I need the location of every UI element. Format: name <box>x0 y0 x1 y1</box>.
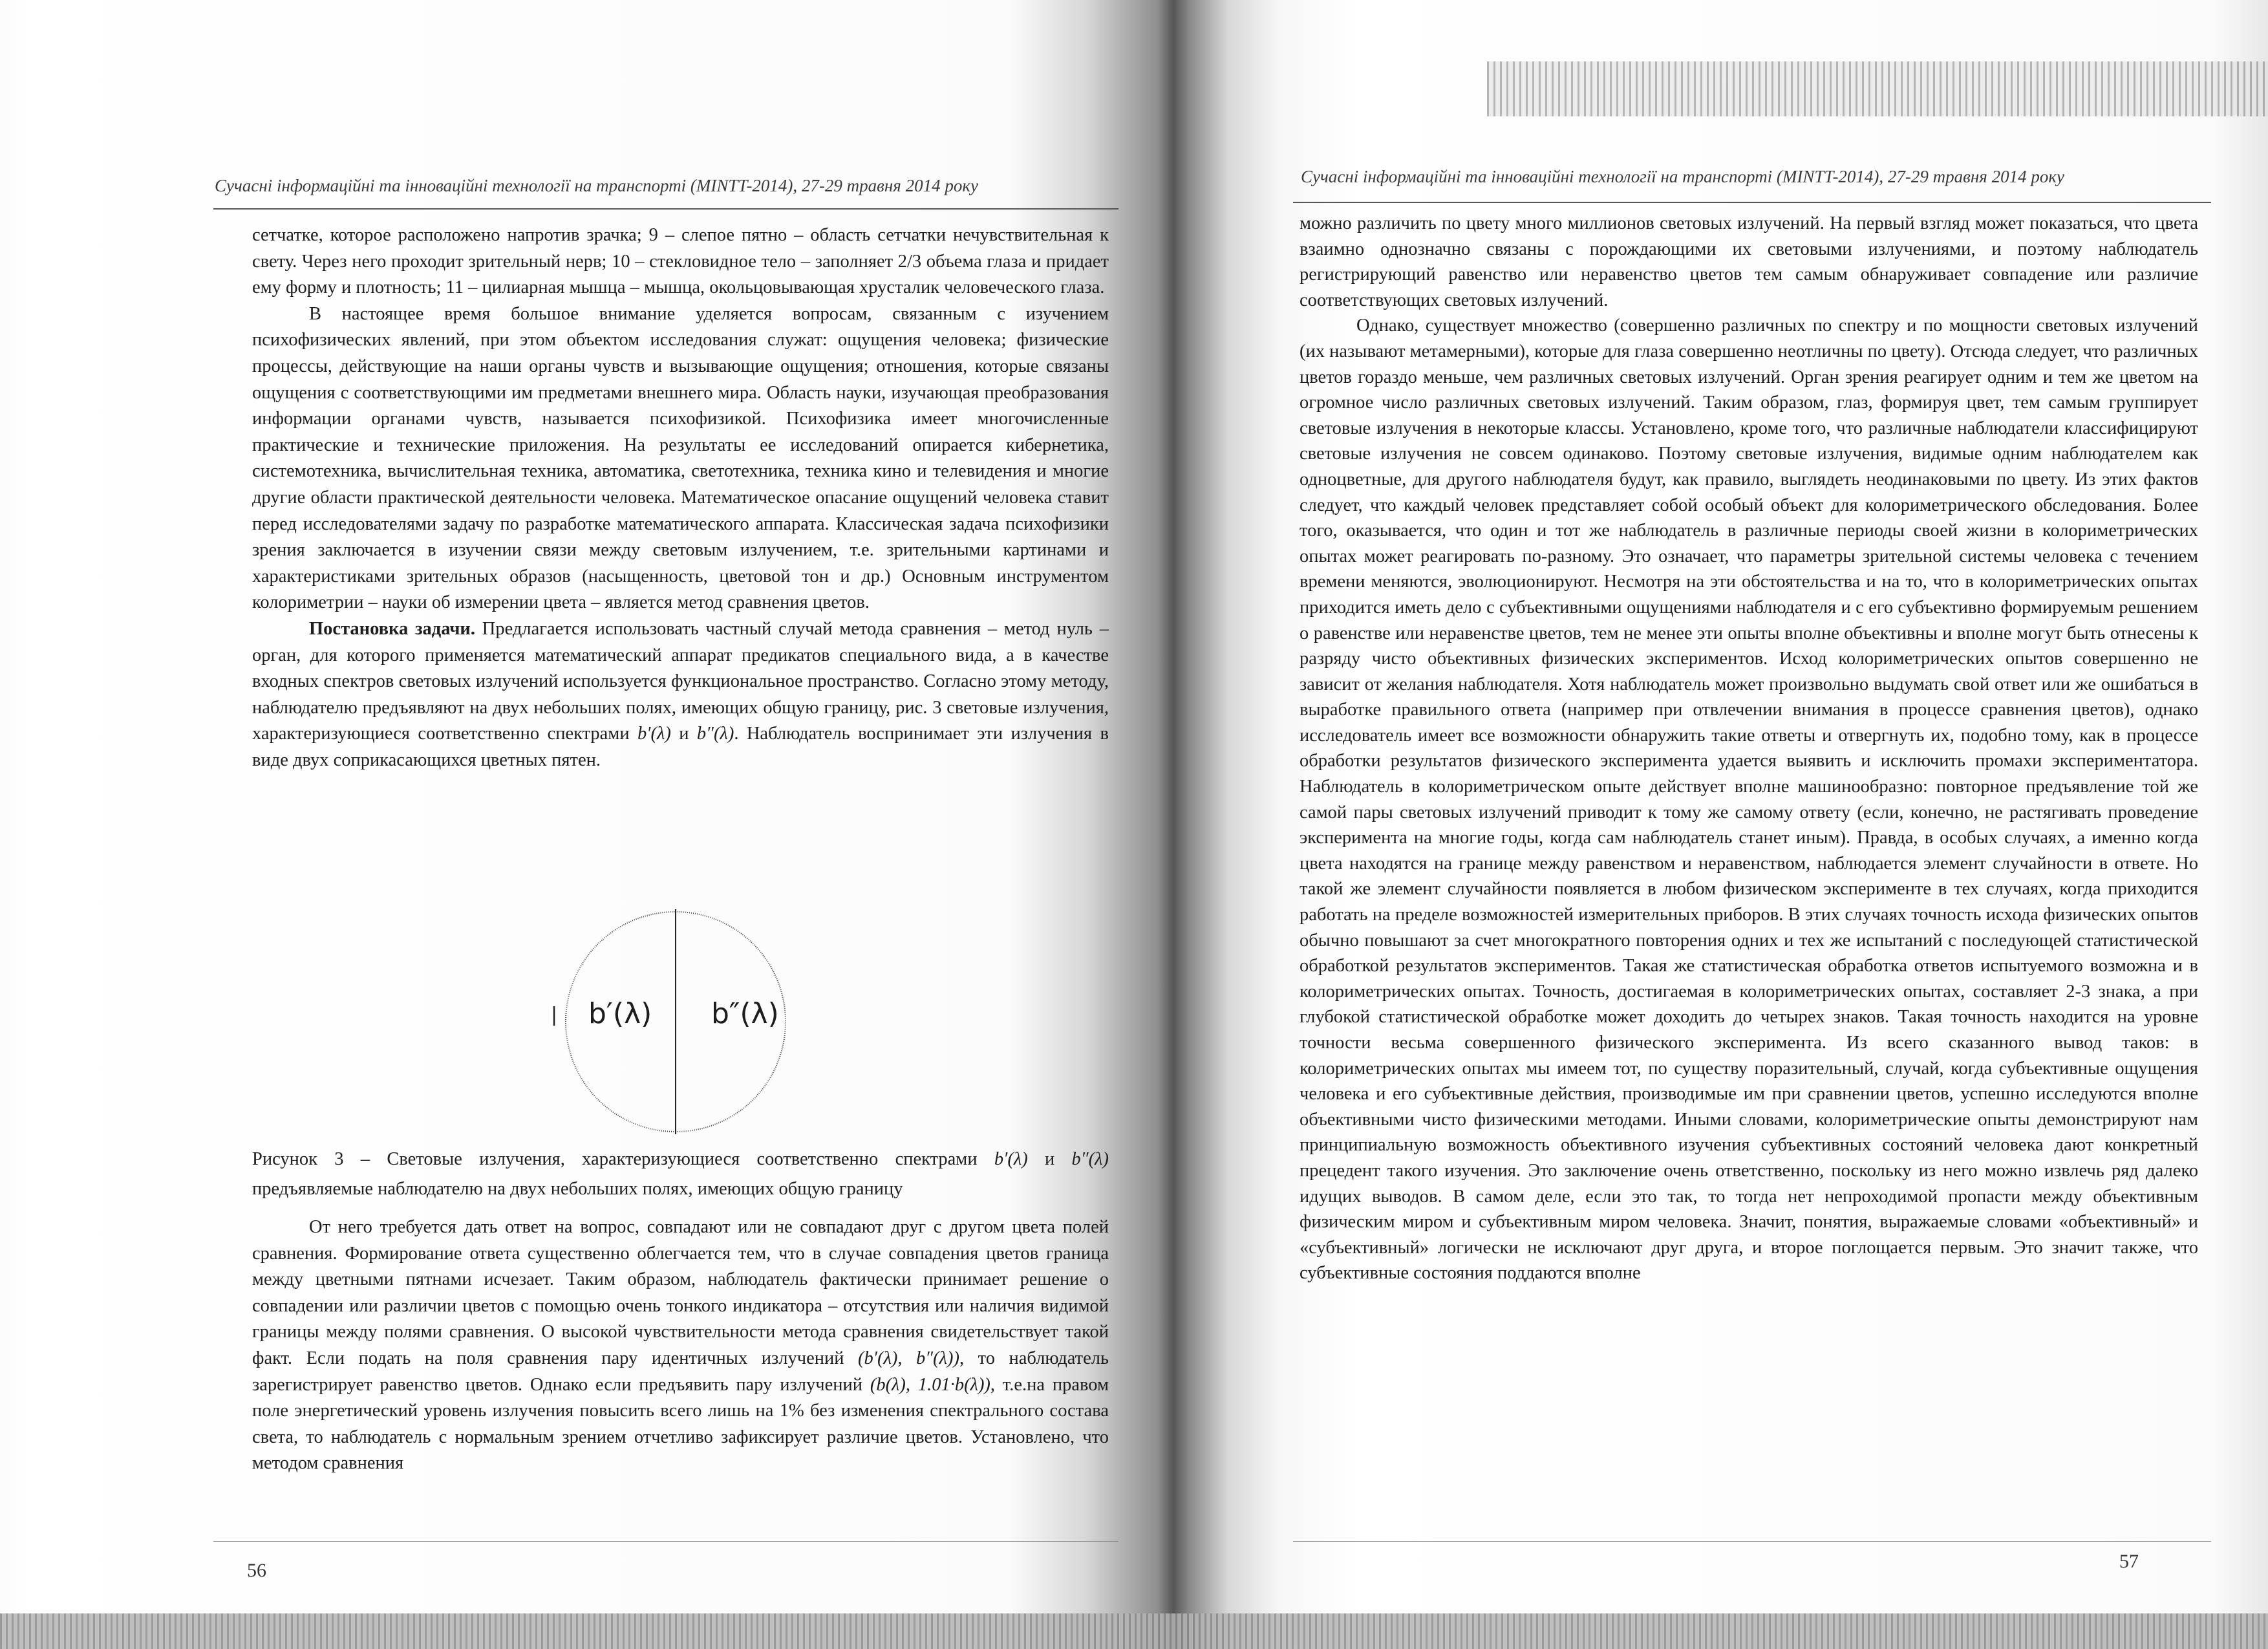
figure-right-label: b″(λ) <box>711 997 779 1030</box>
left-text-top <box>252 222 1109 773</box>
section-heading: Постановка задачи. <box>309 618 475 639</box>
caption-text: Рисунок 3 – Световые излучения, характеризующиеся соответственно спектрами <box>252 1149 994 1169</box>
left-text-bottom <box>252 1214 1109 1477</box>
formula-b-prime: b′(λ) <box>637 724 671 744</box>
caption-conjunction: и <box>1027 1149 1072 1169</box>
paragraph-text: Предлагается использовать частный случай метода сравнения – метод нуль – орган, для которого применяется математический аппарат предикатов специального вида, а в качестве входных спектров световых излучений используется функциональное пространство. Согласно этому методу, наблюдателю предъявляют на двух небольших полях, имеющих общую границу, рис. 3 световые излучения, характеризующиеся соответственно спектрами <box>252 618 1109 744</box>
figure-caption <box>252 1145 1109 1204</box>
page-number: 56 <box>247 1560 266 1581</box>
right-text <box>1300 211 2198 1286</box>
figure-3-circle <box>537 899 815 1145</box>
paragraph <box>252 1214 1109 1477</box>
caption-formula-b-prime: b′(λ) <box>994 1149 1028 1169</box>
figure-left-label: b′(λ) <box>588 997 652 1030</box>
conjunction: и <box>670 724 697 744</box>
footer-rule <box>213 1541 1118 1542</box>
paragraph: можно различить по цвету много миллионов световых излучений. На первый взгляд может показаться, что цвета взаимно однозначно связаны с порождающими их световыми излучениями, и поэтому наблюдатель регистрирующий равенство или неравенство цветов тем самым обнаруживает совпадение или различие соответствующих световых излучений. <box>1300 213 2198 310</box>
paragraph-text: . Наблюдатель воспринимает эти излучения в виде двух соприкасающихся цветных пятен. <box>252 724 1109 770</box>
caption-text: предъявляемые наблюдателю на двух небольших полях, имеющих общую границу <box>252 1179 903 1199</box>
caption-formula-b-double-prime: b″(λ) <box>1071 1149 1109 1169</box>
header-rule <box>213 208 1118 210</box>
header-rule <box>1293 202 2211 203</box>
footer-rule <box>1293 1541 2211 1542</box>
figure-tick-mark: | <box>551 1004 558 1026</box>
right-page <box>1267 0 2268 1649</box>
paragraph-text: , т.е.на правом поле энергетический уровень излучения повысить всего лишь на 1% без изменения спектрального состава света, то наблюдатель с нормальным зрением отчетливо зафиксирует различие цветов. Установлено, что методом сравнения <box>252 1374 1109 1474</box>
running-header: Сучасні інформаційні та інноваційні технології на транспорті (MINTT-2014), 27-29 травня 2014 року <box>215 176 978 195</box>
paragraph <box>252 616 1109 774</box>
running-header: Сучасні інформаційні та інноваційні технології на транспорті (MINTT-2014), 27-29 травня 2014 року <box>1301 167 2064 186</box>
paragraph-text: , то наблюдатель зарегистрирует равенство цветов. Однако если предъявить пару излучений <box>252 1348 1109 1395</box>
formula-pair-identical: (b′(λ), b″(λ)) <box>858 1348 959 1368</box>
formula-b-double-prime: b″(λ) <box>696 724 734 744</box>
paragraph: Однако, существует множество (совершенно различных по спектру и по мощности световых излучений (их называют метамерными), которые для глаза совершенно неотличны по цвету). Отсюда следует, что различных цветов гораздо меньше, чем различных световых излучений. Орган зрения реагирует одним и тем же цветом на огромное число различных световых излучений. Таким образом, глаз, формируя цвет, тем самым группирует световые излучения в некоторые классы. Установлено, кроме того, что различные наблюдатели классифицируют световые излучения не совсем одинаково. Поэтому световые излучения, видимые одним наблюдателем как одноцветные, для другого наблюдателя будут, как правило, выглядеть неодинаковыми по цвету. Из этих фактов следует, что каждый человек представляет собой особый объект для колориметрического обследования. Более того, оказывается, что один и тот же наблюдатель в различные периоды своей жизни в колориметрических опытах может реагировать по-разному. Это означает, что параметры зрительной системы человека с течением времени меняются, эволюционируют. Несмотря на эти обстоятельства и на то, что в колориметрических опытах приходится иметь дело с субъективными ощущениями наблюдателя и с его субъективно формируемым решением о равенстве или неравенстве цветов, тем не менее эти опыты вполне объективны и вполне могут быть отнесены к разряду чисто объективных физических экспериментов. Исход колориметрических опытов совершенно не зависит от желания наблюдателя. Хотя наблюдатель может произвольно выдумать свой ответ или же ошибаться в выработке правильного ответа (например при отвлечении внимания в процессе сравнения цветов), однако исследователь имеет все возможности обнаружить такие ответы и отвергнуть их, подобно тому, как в процессе обработки результатов физического эксперимента удается выявить и исключить промахи экспериментатора. Наблюдатель в колориметрическом опыте действует вполне машинообразно: повторное предъявление той же самой пары световых излучений приводит к тому же самому ответу (если, конечно, не растягивать проведение эксперимента на многие годы, когда сам наблюдатель станет иным). Правда, в особых случаях, а именно когда цвета находятся на границе между равенством и неравенством, наблюдается элемент случайности в ответе. Но такой же элемент случайности появляется в любом физическом эксперименте в тех случаях, когда приходится работать на пределе возможностей измерительных приборов. В этих случаях точность исхода физических опытов обычно повышают за счет многократного повторения одних и тех же испытаний с последующей статистической обработкой результатов экспериментов. Такая же статистическая обработка ответов испытуемого возможна и в колориметрических опытах. Точность, достигаемая в колориметрических опытах, составляет 2-3 знака, а при глубокой статистической обработке может доходить до четырех знаков. Такая точность находится на уровне точности весьма совершенного физического эксперимента. Из всего сказанного вывод таков: в колориметрических опытах мы имеем тот, по существу поразительный, случай, когда субъективные ощущения человека и его субъективные действия, производимые им при сравнении цветов, успешно исследуются вполне объективными чисто физическими методами. Иными словами, колориметрические опыты демонстрируют нам принципиальную возможность объективного изучения субъективных состояний человека дают конкретный прецедент такого изучения. Это заключение очень ответственно, поскольку из него можно извлечь ряд далеко идущих выводов. В самом деле, если это так, то тогда нет непроходимой пропасти между объективным физическим миром и субъективным миром человека. Значит, понятия, выражаемые словами «объективный» и «субъективный» логически не исключают друг друга, и второе поглощается первым. Это значит также, что субъективные состояния поддаются вполне <box>1300 316 2198 1284</box>
paragraph-text: От него требуется дать ответ на вопрос, совпадают или не совпадают друг с другом цвета полей сравнения. Формирование ответа существенно облегчается тем, что в случае совпадения цветов граница между цветными пятнами исчезает. Таким образом, наблюдатель фактически принимает решение о совпадении или различии цветов с помощью очень тонкого индикатора – отсутствия или наличия видимой границы между полями сравнения. О высокой чувствительности метода сравнения свидетельствует такой факт. Если подать на поля сравнения пару идентичных излучений <box>252 1217 1109 1368</box>
paragraph: сетчатке, которое расположено напротив зрачка; 9 – слепое пятно – область сетчатки нечувствительная к свету. Через него проходит зрительный нерв; 10 – стекловидное тело – заполняет 2/3 объема глаза и придает ему форму и плотность; 11 – цилиарная мышца – мышца, окольцовывающая хрусталик человеческого глаза. <box>252 225 1109 298</box>
formula-pair-scaled: (b(λ), 1.01·b(λ)) <box>870 1374 990 1395</box>
paragraph: В настоящее время большое внимание уделяется вопросам, связанным с изучением психофизических явлений, при этом объектом исследования служат: ощущения человека; физические процессы, действующие на наши органы чувств и вызывающие ощущения; отношения, которые связаны ощущения с соответствующими им предметами внешнего мира. Область науки, изучающая преобразования информации органами чувств, называется психофизикой. Психофизика имеет многочисленные практические и технические приложения. На результаты ее исследований опирается кибернетика, системотехника, вычислительная техника, автоматика, светотехника, техника кино и телевидения и многие другие области практической деятельности человека. Математическое опасание ощущений человека ставит перед исследователями задачу по разработке математического аппарата. Классическая задача психофизики зрения заключается в изучении связи между световым излучением, т.е. зрительными картинами и характеристиками зрительных образов (насыщенность, цветовой тон и др.) Основным инструментом колориметрии – науки об измерении цвета – является метод сравнения цветов. <box>252 303 1109 613</box>
page-number: 57 <box>2119 1551 2139 1572</box>
